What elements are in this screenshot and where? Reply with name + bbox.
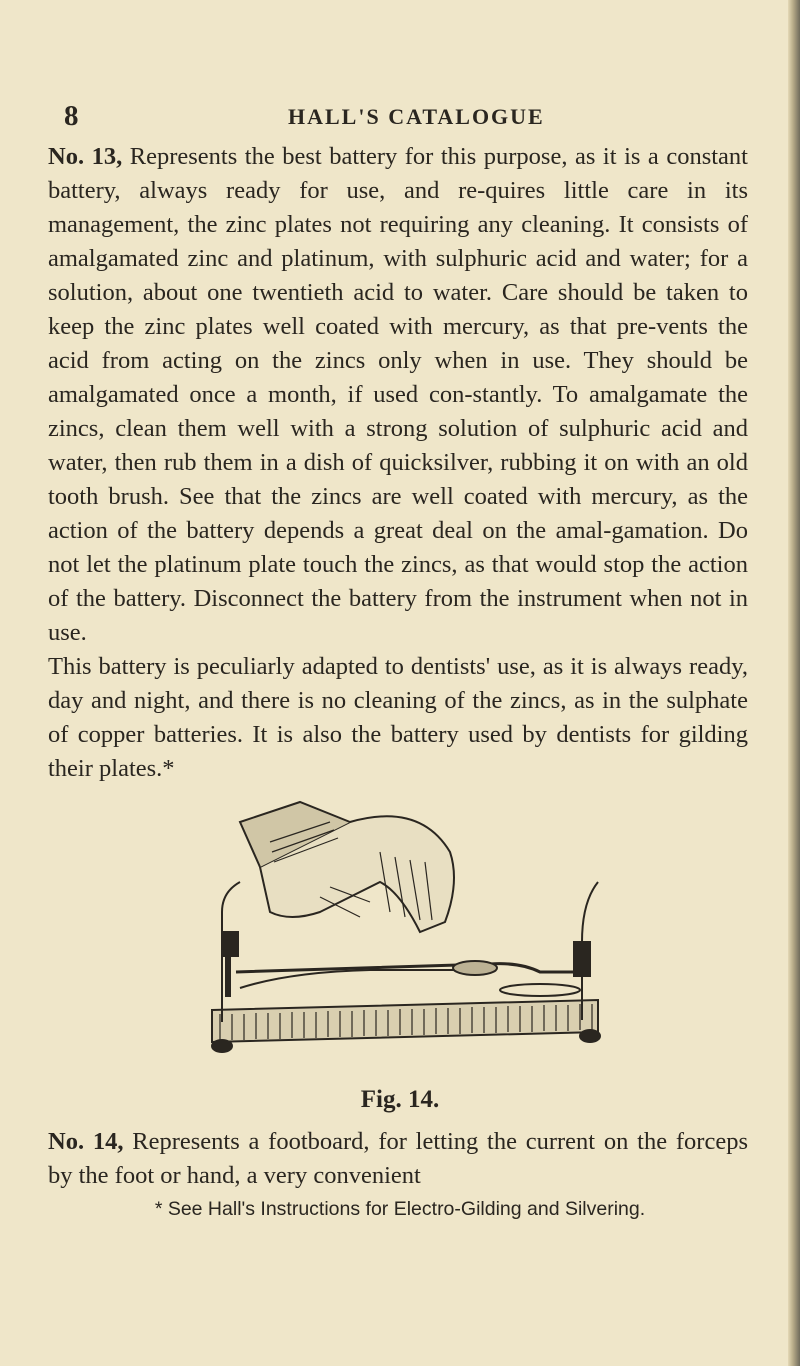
footboard-illustration	[200, 792, 610, 1082]
paragraph-dentists	[48, 650, 748, 786]
page-edge	[788, 0, 800, 1366]
paragraph-no-13-text: Represents the best battery for this purpose, as it is a constant battery, always ready for use, and re-quires little care in its management, the zinc plates not requiring any cleaning. It consists of amalgamated zinc and platinum, with sulphuric acid and water; for a solution, about one twentieth acid to water. Care should be taken to keep the zinc plates well coated with mercury, as that pre-vents the acid from acting on the zincs only when in use. They should be amalgamated once a month, if used con-stantly. To amalgamate the zincs, clean them well with a strong solution of sulphuric acid and water, then rub them in a dish of quicksilver, rubbing it on with an old tooth brush. See that the zincs are well coated with mercury, as the action of the battery depends a great deal on the amal-gamation. Do not let the platinum plate touch the zincs, as that would stop the action of the battery. Disconnect the battery from the instrument when not in use.	[48, 143, 748, 646]
running-head: HALL'S CATALOGUE	[288, 104, 545, 129]
paragraph-dentists-text: This battery is peculiarly adapted to dentists' use, as it is always ready, day and night, and there is no cleaning of the zincs, as in the sulphate of copper batteries. It is also the battery used by dentists for gilding their plates.*	[48, 653, 748, 782]
main-text	[48, 140, 748, 786]
page-header	[64, 100, 744, 136]
paragraph-no-14-text: Represents a footboard, for letting the current on the forceps by the foot or hand, a very convenient	[48, 1128, 748, 1189]
paragraph-no-13	[48, 140, 748, 650]
footnote: * See Hall's Instructions for Electro-Gilding and Silvering.	[154, 1198, 646, 1220]
item-number-13: No. 13,	[48, 143, 123, 170]
item-number-14: No. 14,	[48, 1128, 124, 1155]
page-number: 8	[64, 100, 79, 132]
figure-caption: Fig. 14.	[360, 1086, 440, 1113]
paragraph-no-14	[48, 1125, 748, 1193]
